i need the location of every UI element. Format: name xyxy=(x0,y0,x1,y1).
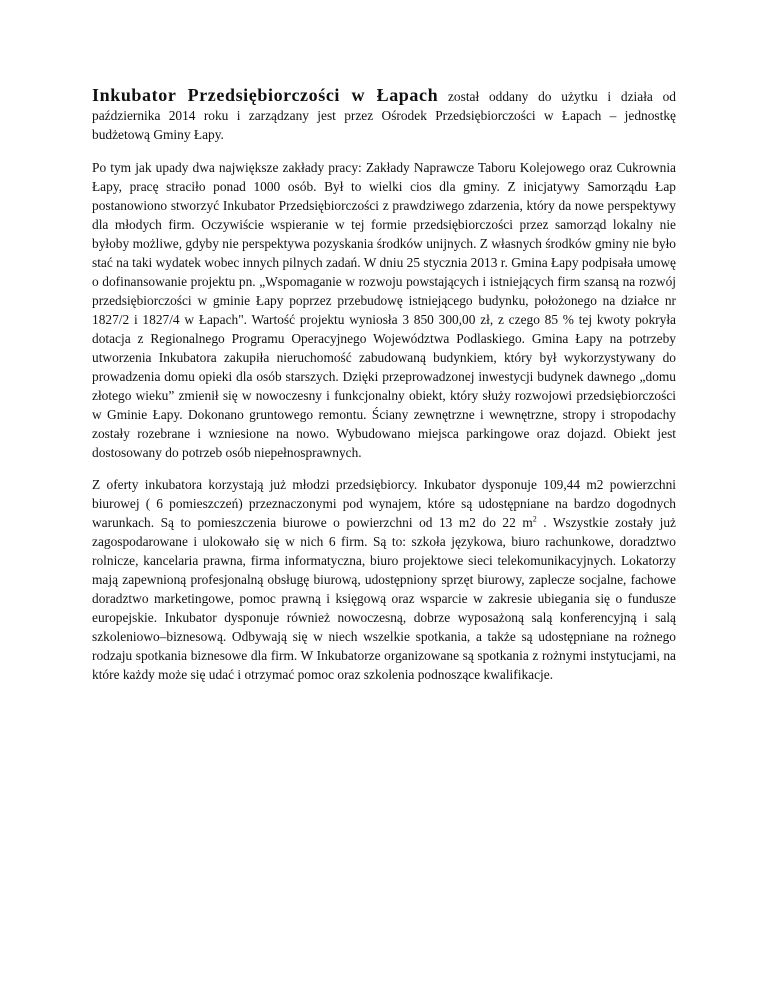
document-title: Inkubator Przedsiębiorczości w Łapach xyxy=(92,85,439,105)
intro-text: został oddany do użytku i działa od października 2014 roku i zarządzany jest przez Ośrodek Przedsiębiorczości w Łapach – jednostkę budżetową Gminy Łapy. xyxy=(92,89,676,142)
offer-text-start: Z oferty inkubatora korzystają już młodzi przedsiębiorcy. Inkubator dysponuje 109,44 m2 powierzchni biurowej ( 6 pomieszczeń) przeznaczonymi pod wynajem, które są udostępniane na bardzo dogodnych warunkach. Są to pomieszczenia biurowe o powierzchni od 13 m2 do 22 m xyxy=(92,477,676,530)
offer-text-end: . Wszystkie zostały już zagospodarowane i ulokowało się w nich 6 firm. Są to: szkoła językowa, biuro rachunkowe, doradztwo rolnicze, kancelaria prawna, firma informatyczna, biuro projektowe sieci telekomunikacyjnych. Lokatorzy mają zapewnioną profesjonalną obsługę biurową, udostępniony sprzęt biurowy, zaplecze socjalne, fachowe doradztwo marketingowe, pomoc prawną i księgową oraz wsparcie w zakresie ubiegania się o fundusze europejskie. Inkubator dysponuje również nowoczesną, dobrze wyposażoną salą konferencyjną i salą szkoleniowo–biznesową. Odbywają się w niech wszelkie spotkania, a także są udostępniane na rożnego rodzaju spotkania biznesowe dla firm. W Inkubatorze organizowane są spotkania z rożnymi instytucjami, na które każdy może się udać i otrzymać pomoc oraz szkolenia podnoszące kwalifikacje. xyxy=(92,515,676,682)
intro-paragraph xyxy=(92,86,676,144)
history-paragraph: Po tym jak upady dwa największe zakłady pracy: Zakłady Naprawcze Taboru Kolejowego oraz Cukrownia Łapy, pracę straciło ponad 1000 osób. Był to wielki cios dla gminy. Z inicjatywy Samorządu Łap postanowiono stworzyć Inkubator Przedsiębiorczości z prawdziwego zdarzenia, który da nowe perspektywy dla młodych firm. Oczywiście wspieranie w tej formie przedsiębiorczości przez samorząd lokalny nie byłoby możliwe, gdyby nie perspektywa pozyskania środków unijnych. Z własnych środków gminy nie było stać na taki wydatek wobec innych pilnych zadań. W dniu 25 stycznia 2013 r. Gmina Łapy podpisała umowę o dofinansowanie projektu pn. „Wspomaganie w rozwoju powstających i istniejących firm szansą na rozwój przedsiębiorczości w gminie Łapy poprzez przebudowę istniejącego budynku, położonego na działce nr 1827/2 i 1827/4 w Łapach". Wartość projektu wyniosła 3 850 300,00 zł, z czego 85 % tej kwoty pokryła dotacja z Regionalnego Programu Operacyjnego Województwa Podlaskiego. Gmina Łapy na potrzeby utworzenia Inkubatora zakupiła nieruchomość zabudowaną budynkiem, który był wykorzystywany do prowadzenia domu opieki dla osób starszych. Dzięki przeprowadzonej inwestycji budynek dawnego „domu złotego wieku” zmienił się w nowoczesny i funkcjonalny obiekt, który służy rozwojowi przedsiębiorczości w Gminie Łapy. Dokonano gruntowego remontu. Ściany zewnętrzne i wewnętrzne, stropy i stropodachy zostały rozebrane i wzniesione na nowo. Wybudowano miejsca parkingowe oraz dojazd. Obiekt jest dostosowany do potrzeb osób niepełnosprawnych. xyxy=(92,160,676,460)
square-superscript: 2 xyxy=(532,514,537,524)
document-page xyxy=(92,86,676,684)
offer-paragraph xyxy=(92,475,676,684)
